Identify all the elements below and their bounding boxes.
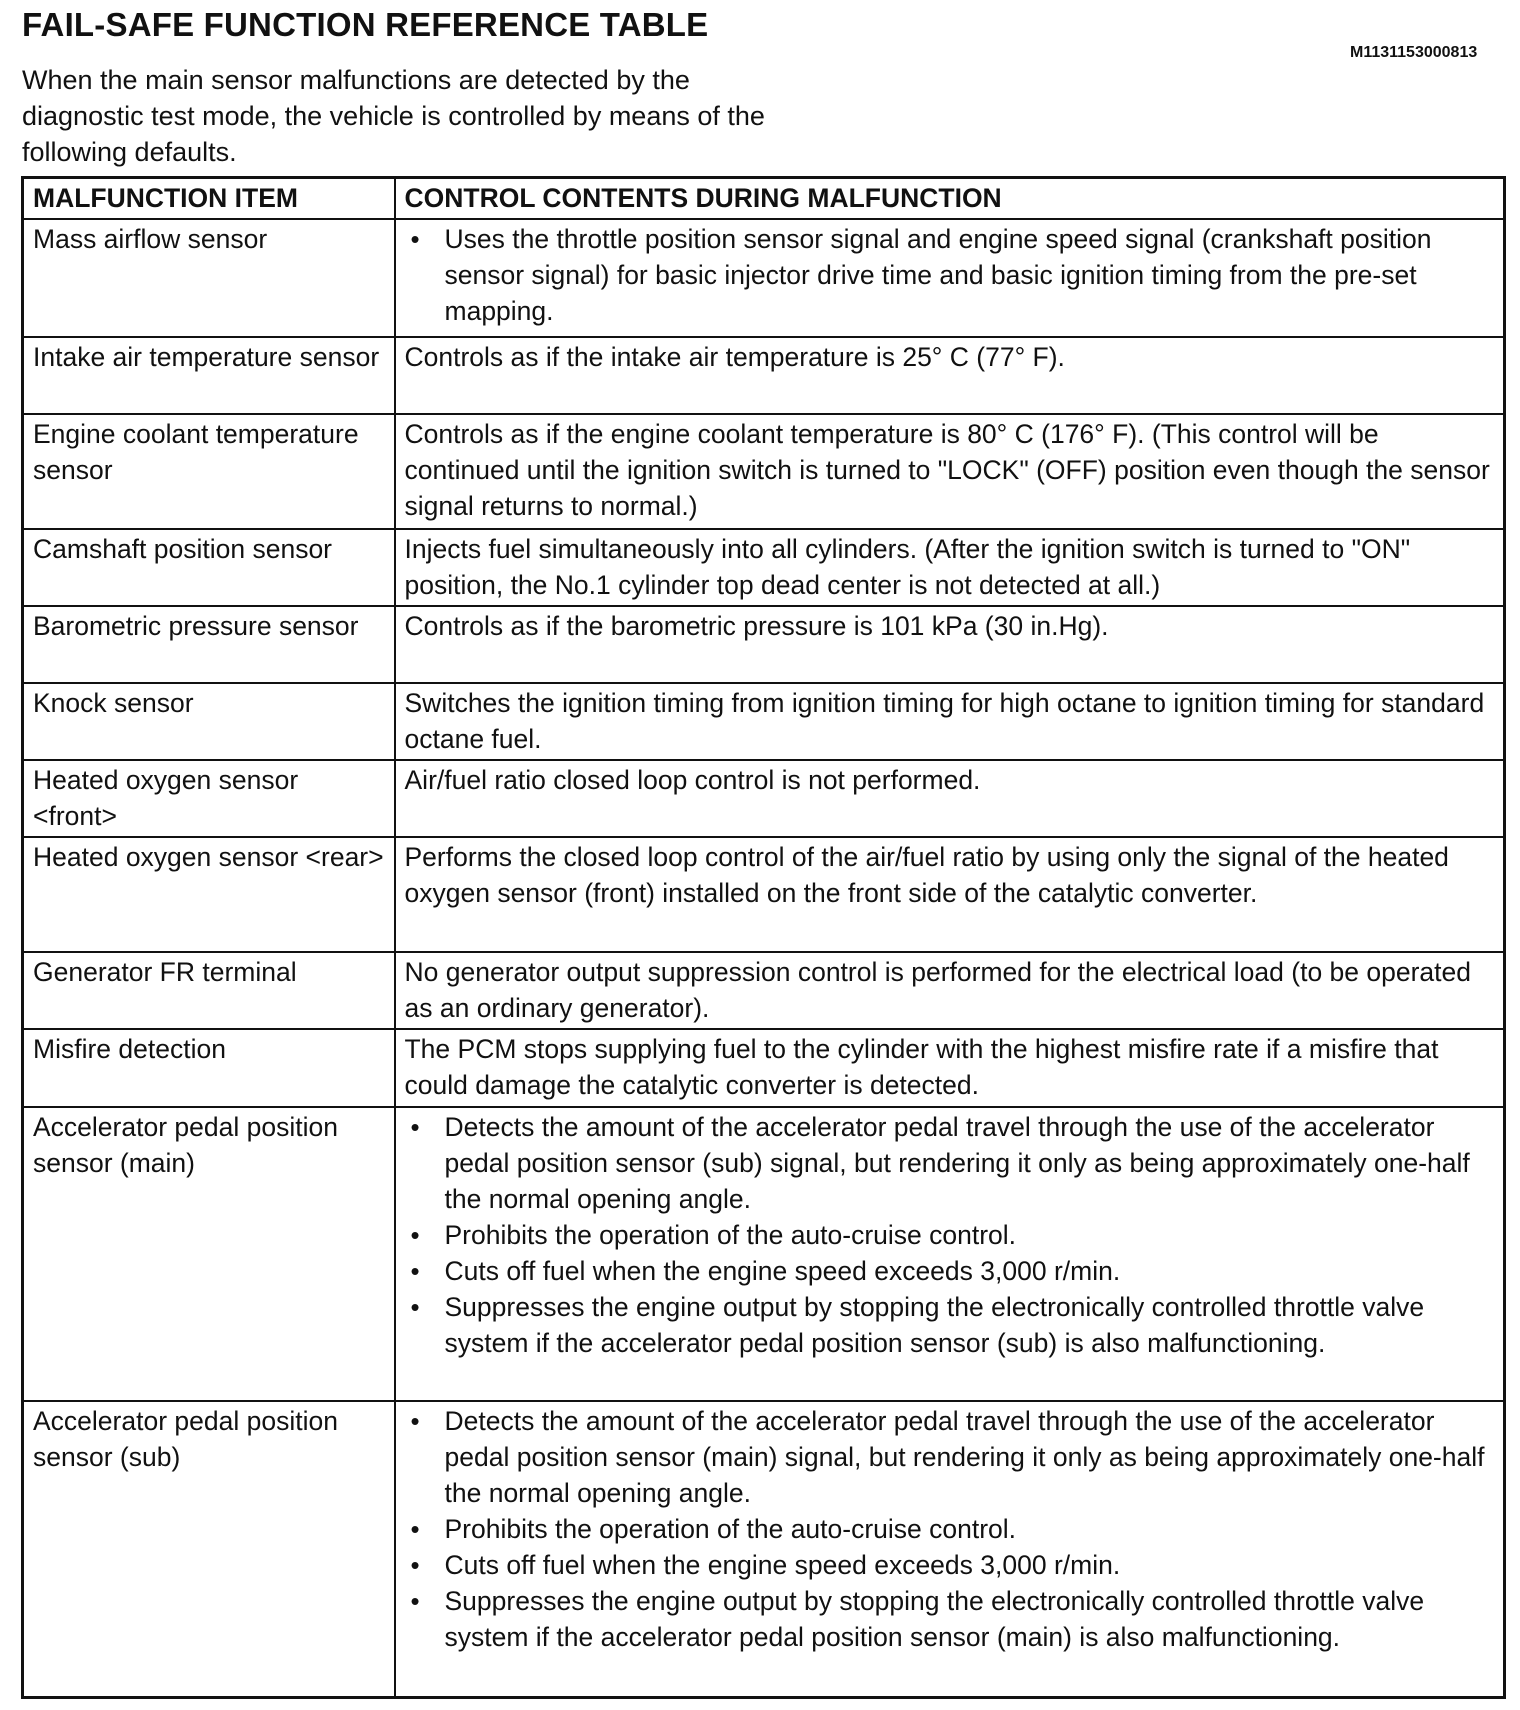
column-header-malfunction-item: MALFUNCTION ITEM	[23, 178, 395, 220]
bullet-item: • Prohibits the operation of the auto-cruise control.	[445, 1511, 1496, 1547]
table-row	[23, 337, 1505, 414]
table-row	[23, 529, 1505, 606]
bullet-item: • Detects the amount of the accelerator pedal travel through the use of the accelerator pedal position sensor (main) signal, but rendering it only as being approximately one-half the normal opening angle.	[445, 1403, 1496, 1511]
control-contents-cell: Switches the ignition timing from ignition timing for high octane to ignition timing for standard octane fuel.	[395, 683, 1505, 760]
bullet-list	[405, 221, 1496, 329]
malfunction-item-cell: Accelerator pedal position sensor (sub)	[23, 1401, 395, 1697]
bullet-item: • Cuts off fuel when the engine speed exceeds 3,000 r/min.	[445, 1547, 1496, 1583]
control-contents-cell: Performs the closed loop control of the air/fuel ratio by using only the signal of the heated oxygen sensor (front) installed on the front side of the catalytic converter.	[395, 837, 1505, 952]
control-contents-cell: No generator output suppression control is performed for the electrical load (to be operated as an ordinary generator).	[395, 952, 1505, 1029]
malfunction-item-cell: Heated oxygen sensor <front>	[23, 760, 395, 837]
table-row	[23, 760, 1505, 837]
column-header-control-contents: CONTROL CONTENTS DURING MALFUNCTION	[395, 178, 1505, 220]
malfunction-item-cell: Knock sensor	[23, 683, 395, 760]
malfunction-item-cell: Heated oxygen sensor <rear>	[23, 837, 395, 952]
malfunction-item-cell: Misfire detection	[23, 1029, 395, 1107]
malfunction-item-cell: Barometric pressure sensor	[23, 606, 395, 683]
table-row	[23, 1107, 1505, 1401]
bullet-item: • Suppresses the engine output by stopping the electronically controlled throttle valve system if the accelerator pedal position sensor (sub) is also malfunctioning.	[445, 1289, 1496, 1361]
table-row	[23, 606, 1505, 683]
bullet-item: • Detects the amount of the accelerator pedal travel through the use of the accelerator pedal position sensor (sub) signal, but rendering it only as being approximately one-half the normal opening angle.	[445, 1109, 1496, 1217]
control-contents-cell: Air/fuel ratio closed loop control is not performed.	[395, 760, 1505, 837]
malfunction-item-cell: Engine coolant temperature sensor	[23, 414, 395, 529]
bullet-item: • Cuts off fuel when the engine speed exceeds 3,000 r/min.	[445, 1253, 1496, 1289]
table-row	[23, 1029, 1505, 1107]
control-contents-cell: Controls as if the barometric pressure is 101 kPa (30 in.Hg).	[395, 606, 1505, 683]
malfunction-item-cell: Accelerator pedal position sensor (main)	[23, 1107, 395, 1401]
table-header-row	[23, 178, 1505, 220]
control-contents-cell: Injects fuel simultaneously into all cylinders. (After the ignition switch is turned to "ON" position, the No.1 cylinder top dead center is not detected at all.)	[395, 529, 1505, 606]
table-row	[23, 683, 1505, 760]
control-contents-cell	[395, 1401, 1505, 1697]
document-id: M1131153000813	[1350, 44, 1478, 61]
table-row	[23, 414, 1505, 529]
bullet-item: • Suppresses the engine output by stopping the electronically controlled throttle valve system if the accelerator pedal position sensor (main) is also malfunctioning.	[445, 1583, 1496, 1655]
intro-paragraph: When the main sensor malfunctions are detected by the diagnostic test mode, the vehicle is controlled by means of the following defaults.	[22, 65, 765, 167]
control-contents-cell: Controls as if the engine coolant temperature is 80° C (176° F). (This control will be continued until the ignition switch is turned to "LOCK" (OFF) position even though the sensor signal returns to normal.)	[395, 414, 1505, 529]
table-row	[23, 837, 1505, 952]
control-contents-cell	[395, 1107, 1505, 1401]
bullet-item: • Prohibits the operation of the auto-cruise control.	[445, 1217, 1496, 1253]
table-row	[23, 219, 1505, 337]
malfunction-item-cell: Intake air temperature sensor	[23, 337, 395, 414]
bullet-item: • Uses the throttle position sensor signal and engine speed signal (crankshaft position sensor signal) for basic injector drive time and basic ignition timing from the pre-set mapping.	[445, 221, 1496, 329]
malfunction-item-cell: Camshaft position sensor	[23, 529, 395, 606]
malfunction-item-cell: Mass airflow sensor	[23, 219, 395, 337]
control-contents-cell: Controls as if the intake air temperature is 25° C (77° F).	[395, 337, 1505, 414]
control-contents-cell: The PCM stops supplying fuel to the cylinder with the highest misfire rate if a misfire that could damage the catalytic converter is detected.	[395, 1029, 1505, 1107]
bullet-list	[405, 1109, 1496, 1361]
page-title: FAIL-SAFE FUNCTION REFERENCE TABLE	[22, 6, 709, 43]
table-row	[23, 1401, 1505, 1697]
malfunction-item-cell: Generator FR terminal	[23, 952, 395, 1029]
bullet-list	[405, 1403, 1496, 1655]
fail-safe-table	[21, 176, 1506, 1699]
control-contents-cell	[395, 219, 1505, 337]
table-row	[23, 952, 1505, 1029]
